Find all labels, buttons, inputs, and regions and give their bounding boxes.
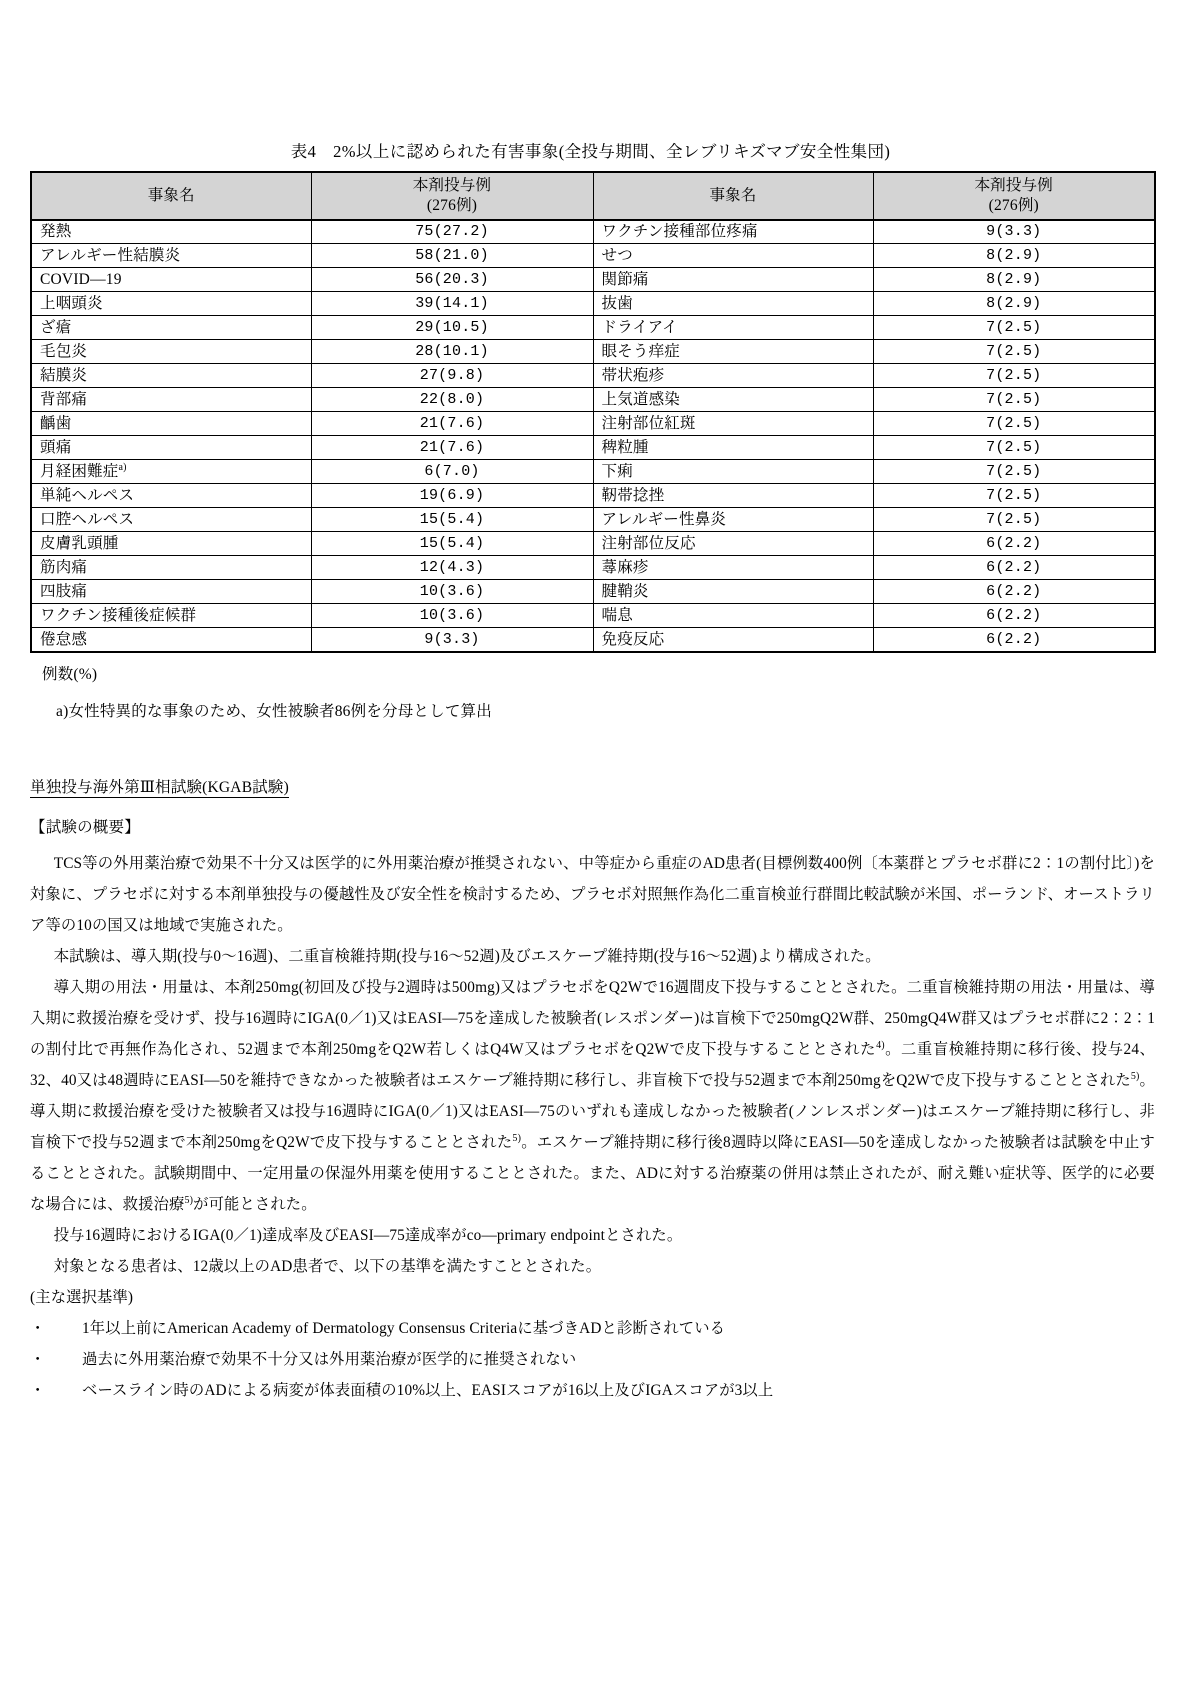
table-body <box>31 220 1155 652</box>
header-count-left-line1: 本剤投与例 <box>412 177 492 195</box>
header-count-right <box>873 172 1155 220</box>
cell-event-name-right: ワクチン接種部位疼痛 <box>593 220 873 244</box>
header-count-right-line2: (276例) <box>988 196 1039 214</box>
table-header-row <box>31 172 1155 220</box>
cell-event-count-right: 8(2.9) <box>873 268 1155 292</box>
cell-event-name-right: アレルギー性鼻炎 <box>593 508 873 532</box>
cell-event-count-right: 6(2.2) <box>873 628 1155 652</box>
table-row <box>31 268 1155 292</box>
cell-event-count-right: 7(2.5) <box>873 388 1155 412</box>
table-row <box>31 244 1155 268</box>
cell-event-count-right: 7(2.5) <box>873 460 1155 484</box>
reference-marker: 5) <box>1130 1070 1140 1082</box>
table-row <box>31 220 1155 244</box>
table-note-footnote: a)女性特異的な事象のため、女性被験者86例を分母として算出 <box>56 702 492 720</box>
table-row <box>31 292 1155 316</box>
cell-event-count-left: 21(7.6) <box>311 436 593 460</box>
bullet-icon: ・ <box>30 1351 46 1369</box>
cell-event-count-right: 7(2.5) <box>873 484 1155 508</box>
cell-event-count-left: 27(9.8) <box>311 364 593 388</box>
table-row <box>31 532 1155 556</box>
criteria-list-item <box>30 1344 1155 1375</box>
cell-event-name-right: 上気道感染 <box>593 388 873 412</box>
table-row <box>31 580 1155 604</box>
bullet-icon: ・ <box>30 1320 46 1338</box>
cell-event-name-left: 齲歯 <box>31 412 311 436</box>
header-event-name-right: 事象名 <box>593 172 873 220</box>
table-row <box>31 460 1155 484</box>
table-row <box>31 364 1155 388</box>
cell-event-name-left: 結膜炎 <box>31 364 311 388</box>
cell-event-count-left: 6(7.0) <box>311 460 593 484</box>
reference-marker: 4) <box>876 1039 885 1051</box>
cell-event-name-left: COVID―19 <box>31 268 311 292</box>
paragraph-target-patients: 対象となる患者は、12歳以上のAD患者で、以下の基準を満たすこととされた。 <box>53 1258 602 1276</box>
section-heading <box>0 723 1181 797</box>
header-count-right-line1: 本剤投与例 <box>974 177 1053 195</box>
body-content <box>0 848 1181 1283</box>
cell-event-name-right: せつ <box>593 244 873 268</box>
table-row <box>31 316 1155 340</box>
cell-event-count-left: 56(20.3) <box>311 268 593 292</box>
cell-event-name-right: 関節痛 <box>593 268 873 292</box>
cell-event-name-right: 腱鞘炎 <box>593 580 873 604</box>
criteria-item-text: 過去に外用薬治療で効果不十分又は外用薬治療が医学的に推奨されない <box>82 1351 577 1369</box>
subsection-heading: 【試験の概要】 <box>30 818 140 836</box>
cell-event-name-left: 毛包炎 <box>31 340 311 364</box>
cell-event-name-right: 稗粒腫 <box>593 436 873 460</box>
paragraph-study-periods: 本試験は、導入期(投与0〜16週)、二重盲検維持期(投与16〜52週)及びエスケープ維持期(投与16〜52週)より構成された。 <box>53 947 881 965</box>
cell-event-name-left: 筋肉痛 <box>31 556 311 580</box>
cell-event-name-left: 発熱 <box>31 220 311 244</box>
cell-event-count-right: 7(2.5) <box>873 508 1155 532</box>
header-count-left-line2: (276例) <box>426 196 478 214</box>
table-row <box>31 340 1155 364</box>
cell-event-count-left: 39(14.1) <box>311 292 593 316</box>
cell-event-count-right: 8(2.9) <box>873 292 1155 316</box>
adverse-event-table <box>30 171 1156 653</box>
cell-event-name-left: 単純ヘルペス <box>31 484 311 508</box>
cell-event-count-right: 6(2.2) <box>873 604 1155 628</box>
cell-event-name-right: 免疫反応 <box>593 628 873 652</box>
cell-event-count-left: 75(27.2) <box>311 220 593 244</box>
cell-event-name-left: 口腔ヘルペス <box>31 508 311 532</box>
cell-event-count-left: 29(10.5) <box>311 316 593 340</box>
criteria-title: (主な選択基準) <box>30 1289 134 1307</box>
cell-event-name-left: アレルギー性結膜炎 <box>31 244 311 268</box>
criteria-item-text: ベースライン時のADによる病変が体表面積の10%以上、EASIスコアが16以上及びIGAスコアが3以上 <box>82 1382 774 1400</box>
cell-event-count-left: 9(3.3) <box>311 628 593 652</box>
table-row <box>31 628 1155 652</box>
cell-event-count-left: 10(3.6) <box>311 604 593 628</box>
footnote-marker: a) <box>118 461 127 473</box>
table-note-unit: 例数(%) <box>42 665 98 683</box>
reference-marker: 5) <box>184 1195 194 1207</box>
cell-event-count-left: 58(21.0) <box>311 244 593 268</box>
cell-event-name-left: 頭痛 <box>31 436 311 460</box>
cell-event-count-left: 15(5.4) <box>311 508 593 532</box>
cell-event-count-left: 21(7.6) <box>311 412 593 436</box>
cell-event-name-right: 蕁麻疹 <box>593 556 873 580</box>
table-row <box>31 388 1155 412</box>
paragraph-endpoint: 投与16週時におけるIGA(0／1)達成率及びEASI―75達成率がco―primary endpointとされた。 <box>53 1227 683 1245</box>
cell-event-name-right: 抜歯 <box>593 292 873 316</box>
cell-event-count-right: 7(2.5) <box>873 436 1155 460</box>
paragraph-dosing: 導入期の用法・用量は、本剤250mg(初回及び投与2週時は500mg)又はプラセボをQ2Wで16週間皮下投与することとされた。二重盲検維持期の用法・用量は、導入期に救援治療を受けず、投与16週時にIGA(0／1)又はEASI―75を達成した被験者(レスポンダー)は盲検下で250mgQ2W群、250mgQ4W群又はプラセボ群に2：2：1の割付比で再無作為化され、52週まで本剤250mgをQ2W若しくはQ4W又はプラセボをQ2Wで皮下投与することとされた$^{4)}$。二重盲検維持期に移行後、投与24、32、40又は48週時にEASI―50を維持できなかった被験者はエスケープ維持期に移行し、非盲検下で投与52週まで本剤250mgをQ2Wで皮下投与することとされた$^{5)}$。導入期に救援治療を受けた被験者又は投与16週時にIGA(0／1)又はEASI―75のいずれも達成しなかった被験者(ノンレスポンダー)はエスケープ維持期に移行し、非盲検下で投与52週まで本剤250mgをQ2Wで皮下投与することとされた$^{5)}$。エスケープ維持期に移行後8週時以降にEASI―50を達成しなかった被験者は試験を中止することとされた。試験期間中、一定用量の保湿外用薬を使用することとされた。また、ADに対する治療薬の併用は禁止されたが、耐え難い症状等、医学的に必要な場合には、救援治療$^{5)}$が可能とされた。 <box>30 978 1156 1214</box>
cell-event-count-left: 19(6.9) <box>311 484 593 508</box>
cell-event-count-left: 22(8.0) <box>311 388 593 412</box>
cell-event-name-left: 背部痛 <box>31 388 311 412</box>
table-row <box>31 508 1155 532</box>
table-row <box>31 556 1155 580</box>
cell-event-name-left: ざ瘡 <box>31 316 311 340</box>
cell-event-name-right: 靭帯捻挫 <box>593 484 873 508</box>
cell-event-count-right: 7(2.5) <box>873 364 1155 388</box>
cell-event-count-right: 7(2.5) <box>873 316 1155 340</box>
cell-event-name-right: 喘息 <box>593 604 873 628</box>
cell-event-count-left: 28(10.1) <box>311 340 593 364</box>
paragraph-study-overview: TCS等の外用薬治療で効果不十分又は医学的に外用薬治療が推奨されない、中等症から重症のAD患者(目標例数400例〔本薬群とプラセボ群に2：1の割付比〕)を対象に、プラセボに対する本剤単独投与の優越性及び安全性を検討するため、プラセボ対照無作為化二重盲検並行群間比較試験が米国、ポーランド、オーストラリア等の10の国又は地域で実施された。 <box>30 854 1155 934</box>
table-row <box>31 604 1155 628</box>
criteria-list-item <box>30 1375 1155 1406</box>
cell-event-name-left: ワクチン接種後症候群 <box>31 604 311 628</box>
cell-event-name-right: 眼そう痒症 <box>593 340 873 364</box>
cell-event-count-right: 7(2.5) <box>873 412 1155 436</box>
cell-event-name-right: ドライアイ <box>593 316 873 340</box>
cell-event-name-left: 四肢痛 <box>31 580 311 604</box>
table-row <box>31 412 1155 436</box>
bullet-icon: ・ <box>30 1382 46 1400</box>
cell-event-count-left: 15(5.4) <box>311 532 593 556</box>
criteria-list-item <box>30 1313 1155 1344</box>
criteria-item-text: 1年以上前にAmerican Academy of Dermatology Consensus Criteriaに基づきADと診断されている <box>82 1320 726 1338</box>
adverse-event-table-wrapper <box>0 171 1181 653</box>
table-caption: 表4 2%以上に認められた有害事象(全投与期間、全レブリキズマブ安全性集団) <box>290 142 891 161</box>
cell-event-count-right: 8(2.9) <box>873 244 1155 268</box>
cell-event-count-right: 6(2.2) <box>873 556 1155 580</box>
table-header <box>31 172 1155 220</box>
section-heading-text: 単独投与海外第Ⅲ相試験(KGAB試験) <box>30 778 289 796</box>
cell-event-name-left: 皮膚乳頭腫 <box>31 532 311 556</box>
cell-event-name-right: 注射部位反応 <box>593 532 873 556</box>
cell-event-count-right: 6(2.2) <box>873 532 1155 556</box>
cell-event-count-right: 9(3.3) <box>873 220 1155 244</box>
cell-event-name-right: 帯状疱疹 <box>593 364 873 388</box>
cell-event-name-left: 上咽頭炎 <box>31 292 311 316</box>
criteria-list <box>0 1313 1181 1406</box>
cell-event-name-left: 月経困難症$^{a)}$ <box>31 460 311 484</box>
cell-event-count-right: 6(2.2) <box>873 580 1155 604</box>
reference-marker: 5) <box>512 1132 522 1144</box>
cell-event-count-left: 10(3.6) <box>311 580 593 604</box>
cell-event-count-left: 12(4.3) <box>311 556 593 580</box>
header-event-name-left: 事象名 <box>31 172 311 220</box>
table-row <box>31 436 1155 460</box>
cell-event-count-right: 7(2.5) <box>873 340 1155 364</box>
cell-event-name-right: 注射部位紅斑 <box>593 412 873 436</box>
cell-event-name-left: 倦怠感 <box>31 628 311 652</box>
header-count-left <box>311 172 593 220</box>
table-row <box>31 484 1155 508</box>
cell-event-name-right: 下痢 <box>593 460 873 484</box>
